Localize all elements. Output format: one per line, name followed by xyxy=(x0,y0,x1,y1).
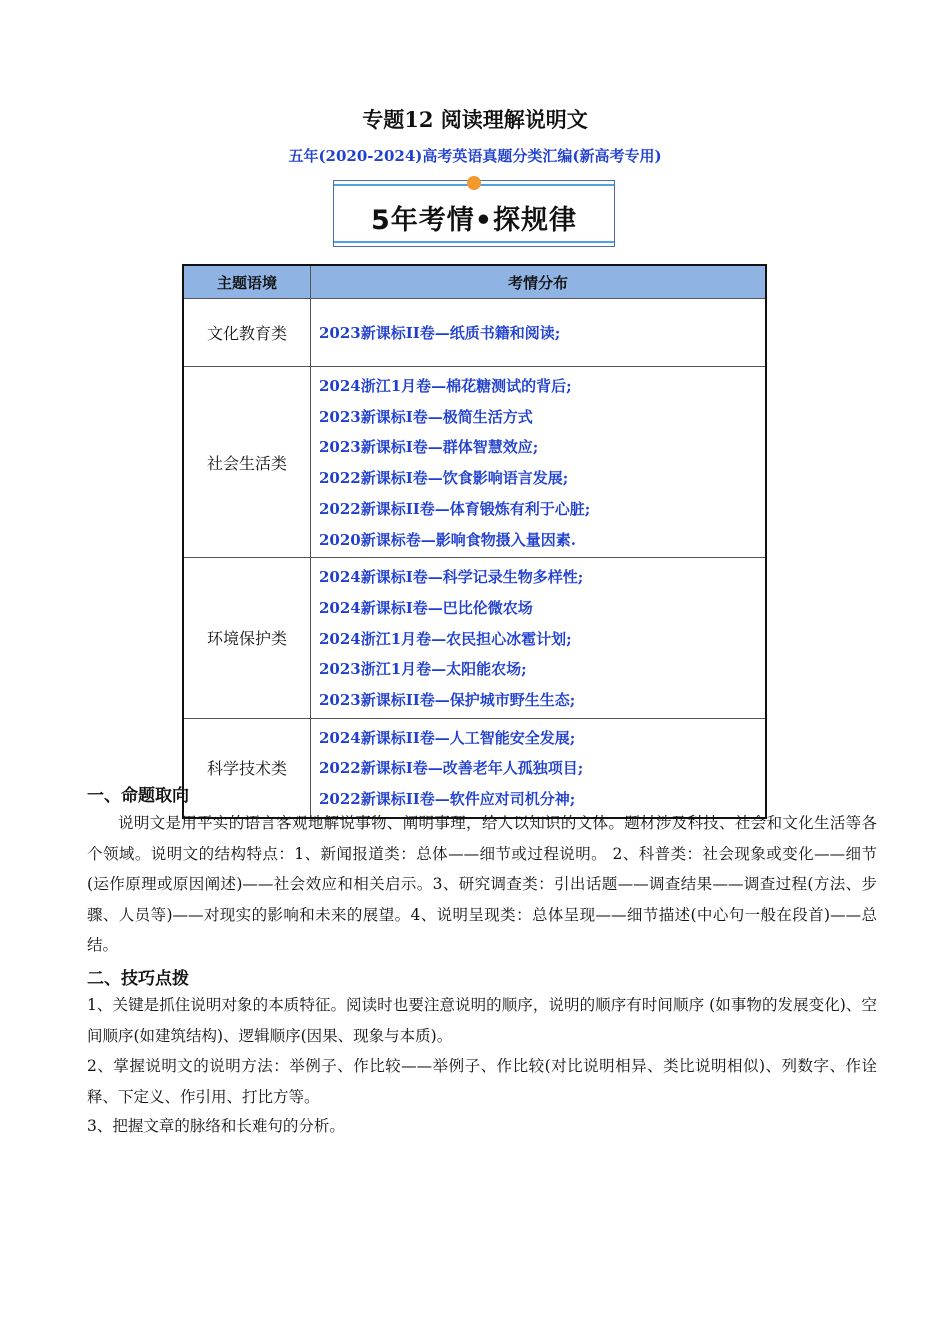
category-cell: 社会生活类 xyxy=(183,367,311,558)
category-cell: 文化教育类 xyxy=(183,299,311,367)
table-row xyxy=(183,718,766,818)
exam-item: 2024新课标I卷—巴比伦微农场 xyxy=(319,598,533,617)
exam-item: 2023新课标I卷—群体智慧效应; xyxy=(319,438,539,457)
table-row xyxy=(183,367,766,558)
exam-item: 2024新课标II卷—人工智能安全发展; xyxy=(319,728,576,747)
page-subtitle: 五年(2020-2024)高考英语真题分类汇编(新高考专用) xyxy=(288,147,662,165)
exam-item: 2020新课标卷—影响食物摄入量因素. xyxy=(319,530,576,549)
items-cell xyxy=(311,558,767,719)
exam-item: 2022新课标II卷—软件应对司机分神; xyxy=(319,790,576,809)
section2-heading: 二、技巧点拨 xyxy=(87,969,189,989)
exam-item: 2023新课标I卷—极简生活方式 xyxy=(319,407,533,426)
exam-item: 2023新课标II卷—纸质书籍和阅读; xyxy=(319,324,561,343)
section1-paragraph: 说明文是用平实的语言客观地解说事物、阐明事理，给人以知识的文体。题材涉及科技、社会和文化生活等各个领域。说明文的结构特点：1、新闻报道类：总体——细节或过程说明。 2、科普类：社会现象或变化——细节(运作原理或原因阐述)——社会效应和相关启示。3、研究调查类：引出话题——调查结果——调查过程(方法、步骤、人员等)——对现实的影响和未来的展望。4、说明呈现类：总体呈现——细节描述(中心句一般在段首)——总结。 xyxy=(87,814,877,954)
exam-item: 2024浙江1月卷—农民担心冰雹计划; xyxy=(319,629,572,648)
section2-point: 2、掌握说明文的说明方法：举例子、作比较——举例子、作比较(对比说明相异、类比说明相似)、列数字、作诠释、下定义、作引用、打比方等。 xyxy=(87,1057,877,1106)
header-distribution: 考情分布 xyxy=(311,265,767,299)
items-cell xyxy=(311,299,767,367)
header-theme: 主题语境 xyxy=(183,265,311,299)
exam-item: 2024新课标I卷—科学记录生物多样性; xyxy=(319,568,584,587)
banner-box xyxy=(333,180,615,247)
table-header-row xyxy=(183,265,766,299)
page-title: 专题12 阅读理解说明文 xyxy=(362,107,588,132)
exam-trend-table xyxy=(182,264,767,819)
category-cell: 科学技术类 xyxy=(183,718,311,818)
section2-point: 3、把握文章的脉络和长难句的分析。 xyxy=(87,1117,345,1135)
table-row xyxy=(183,558,766,719)
exam-item: 2022新课标I卷—改善老年人孤独项目; xyxy=(319,759,584,778)
items-cell xyxy=(311,367,767,558)
banner-dot-icon xyxy=(467,176,481,190)
exam-item: 2023新课标II卷—保护城市野生生态; xyxy=(319,691,576,710)
section1-heading: 一、命题取向 xyxy=(87,786,189,806)
items-cell xyxy=(311,718,767,818)
section2-point: 1、关键是抓住说明对象的本质特征。阅读时也要注意说明的顺序，说明的顺序有时间顺序 (如事物的发展变化)、空间顺序(如建筑结构)、逻辑顺序(因果、现象与本质)。 xyxy=(87,996,877,1045)
exam-item: 2024浙江1月卷—棉花糖测试的背后; xyxy=(319,377,572,395)
banner-bottom-line xyxy=(334,241,614,243)
exam-item: 2023浙江1月卷—太阳能农场; xyxy=(319,660,527,679)
exam-item: 2022新课标II卷—体育锻炼有利于心脏; xyxy=(319,499,591,518)
exam-item: 2022新课标I卷—饮食影响语言发展; xyxy=(319,469,569,488)
table-row xyxy=(183,299,766,367)
banner-text: 5年考情•探规律 xyxy=(370,205,578,236)
category-cell: 环境保护类 xyxy=(183,558,311,719)
